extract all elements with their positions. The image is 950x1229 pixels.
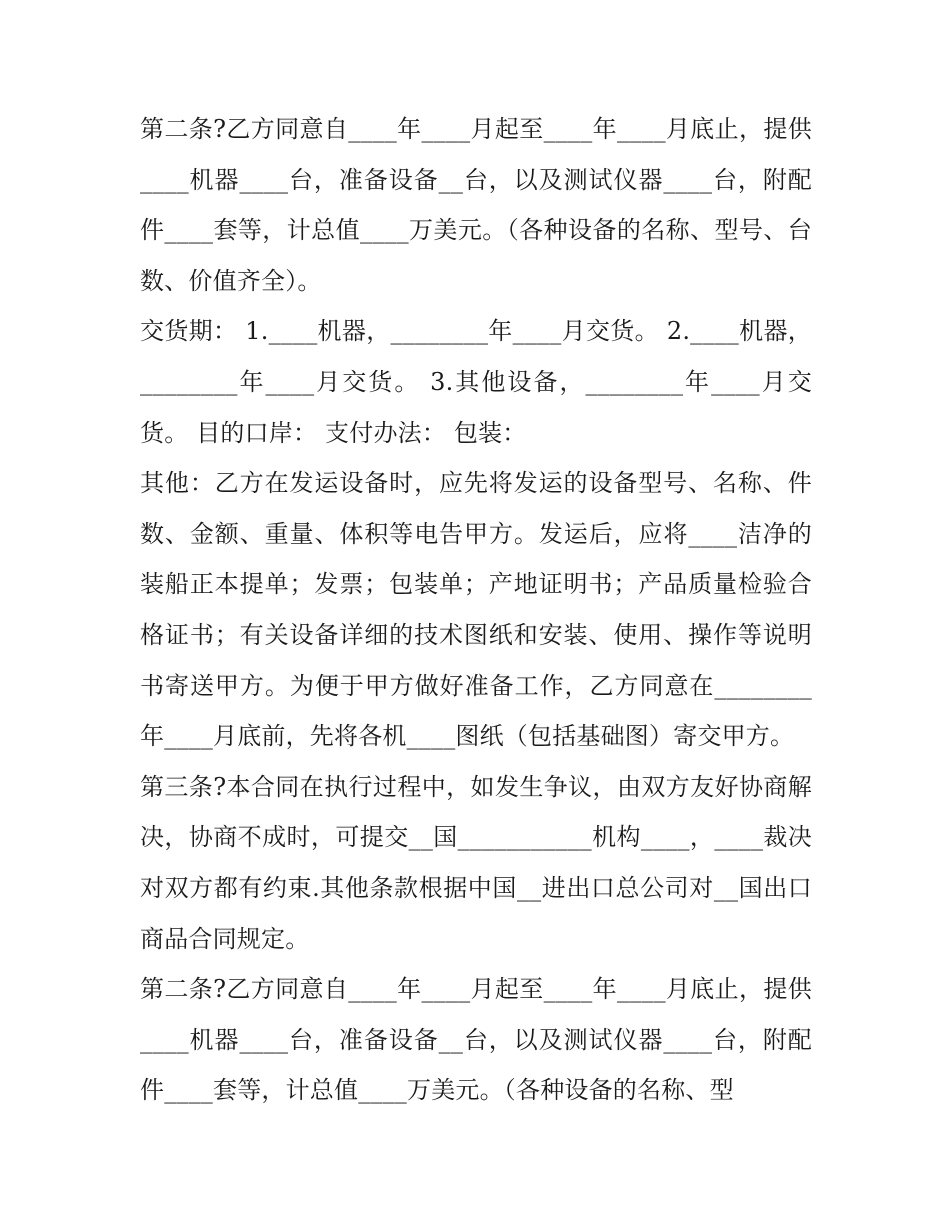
other-terms-paragraph: 其他：乙方在发运设备时，应先将发运的设备型号、名称、件数、金额、重量、体积等电告甲方。发运后，应将____洁净的装船正本提单；发票；包装单；产地证明书；产品质量检验合格证书；有关设备详细的技术图纸和安装、使用、操作等说明书寄送甲方。为便于甲方做好准备工作，乙方同意在________年____月底前，先将各机____图纸（包括基础图）寄交甲方。: [140, 469, 812, 751]
clause-2-repeat-paragraph: 第二条?乙方同意自____年____月起至____年____月底止，提供____机器____台，准备设备__台，以及测试仪器____台，附配件____套等，计总值____万美元。（各种设备的名称、型: [140, 975, 812, 1105]
document-body: [140, 104, 812, 1116]
clause-3-paragraph: 第三条?本合同在执行过程中，如发生争议，由双方友好协商解决，协商不成时，可提交__国___________机构____，____裁决对双方都有约束.其他条款根据中国__进出口总公司对__国出口商品合同规定。: [140, 772, 812, 953]
delivery-terms-paragraph: 交货期： 1.____机器，________年____月交货。 2.____机器，________年____月交货。 3.其他设备，________年____月交货。 目的口岸： 支付办法： 包装：: [140, 317, 812, 447]
clause-2-paragraph: 第二条?乙方同意自____年____月起至____年____月底止，提供____机器____台，准备设备__台，以及测试仪器____台，附配件____套等，计总值____万美元。（各种设备的名称、型号、台数、价值齐全）。: [140, 115, 812, 295]
